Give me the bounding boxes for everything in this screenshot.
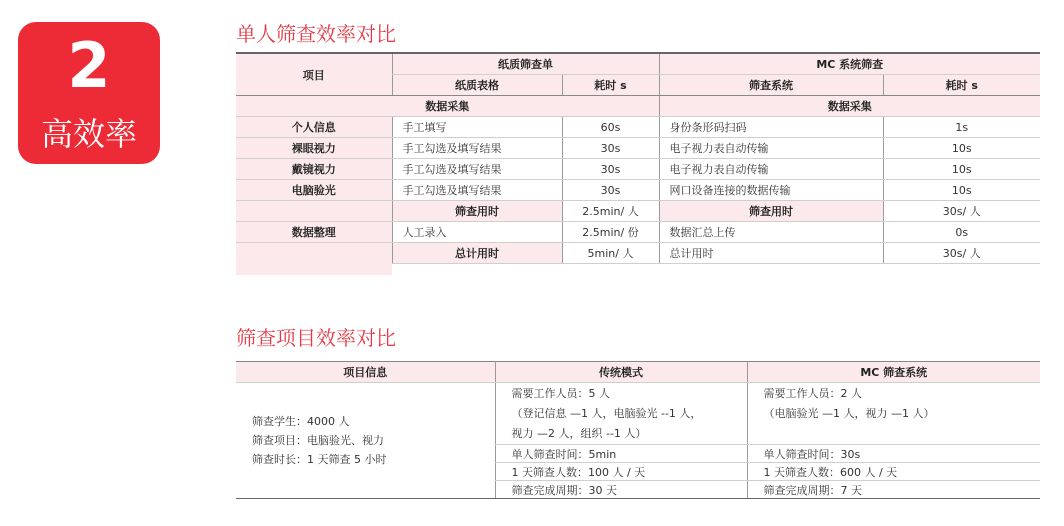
project-screening-table [236,361,1040,499]
traditional-staff: 需要工作人员：5 人 （登记信息 —1 人，电脑验光 --1 人， 视力 —2 人，组织 --1 人） [495,383,747,445]
table-row: 筛查完成周期：30 天 筛查完成周期：7 天 [236,481,1040,499]
data-collect-mc: 数据采集 [659,96,1040,117]
badge-label: 高效率 [40,115,137,153]
table-row: 1 天筛查人数：100 人 / 天 1 天筛查人数：600 人 / 天 [236,463,1040,481]
screen-time-label-mc: 筛查用时 [659,201,883,222]
table-row: 数据整理 人工录入 2.5min/ 份 数据汇总上传 0s [236,222,1040,243]
header-mc-system: MC 筛查系统 [747,362,1040,383]
table-row: 个人信息 手工填写 60s 身份条形码扫码 1s [236,117,1040,138]
header-paper: 纸质筛查单 [392,53,659,75]
table-row: 戴镜视力 手工勾选及填写结果 30s 电子视力表自动传输 10s [236,159,1040,180]
table-footer-strip [236,255,392,275]
screen-time-label-paper: 筛查用时 [392,201,562,222]
header-mc-time: 耗时 s [883,75,1040,96]
screen-time-mc: 30s/ 人 [883,201,1040,222]
screen-time-paper: 2.5min/ 人 [562,201,659,222]
header-mc-system: 筛查系统 [659,75,883,96]
data-collect-paper: 数据采集 [236,96,659,117]
table-row: 单人筛查时间：5min 单人筛查时间：30s [236,445,1040,463]
header-paper-form: 纸质表格 [392,75,562,96]
screen-time-row [236,201,1040,222]
section1-title: 单人筛查效率对比 [236,22,396,46]
badge-number: 2 [67,29,111,102]
header-mc: MC 系统筛查 [659,53,1040,75]
mc-staff: 需要工作人员：2 人 （电脑验光 —1 人，视力 —1 人） [747,383,1040,445]
header-info: 项目信息 [236,362,495,383]
project-info-cell: 筛查学生：4000 人 筛查项目：电脑验光、视力 筛查时长：1 天筛查 5 小时 [236,383,495,499]
single-screening-table [236,52,1040,264]
header-traditional: 传统模式 [495,362,747,383]
efficiency-badge [18,22,160,164]
total-mc: 30s/ 人 [883,243,1040,264]
table-row: 裸眼视力 手工勾选及填写结果 30s 电子视力表自动传输 10s [236,138,1040,159]
total-paper: 5min/ 人 [562,243,659,264]
header-paper-time: 耗时 s [562,75,659,96]
header-item: 项目 [236,53,392,96]
table-row: 电脑验光 手工勾选及填写结果 30s 网口设备连接的数据传输 10s [236,180,1040,201]
total-label-mc: 总计用时 [659,243,883,264]
section2-title: 筛查项目效率对比 [236,326,396,350]
total-label-paper: 总计用时 [392,243,562,264]
